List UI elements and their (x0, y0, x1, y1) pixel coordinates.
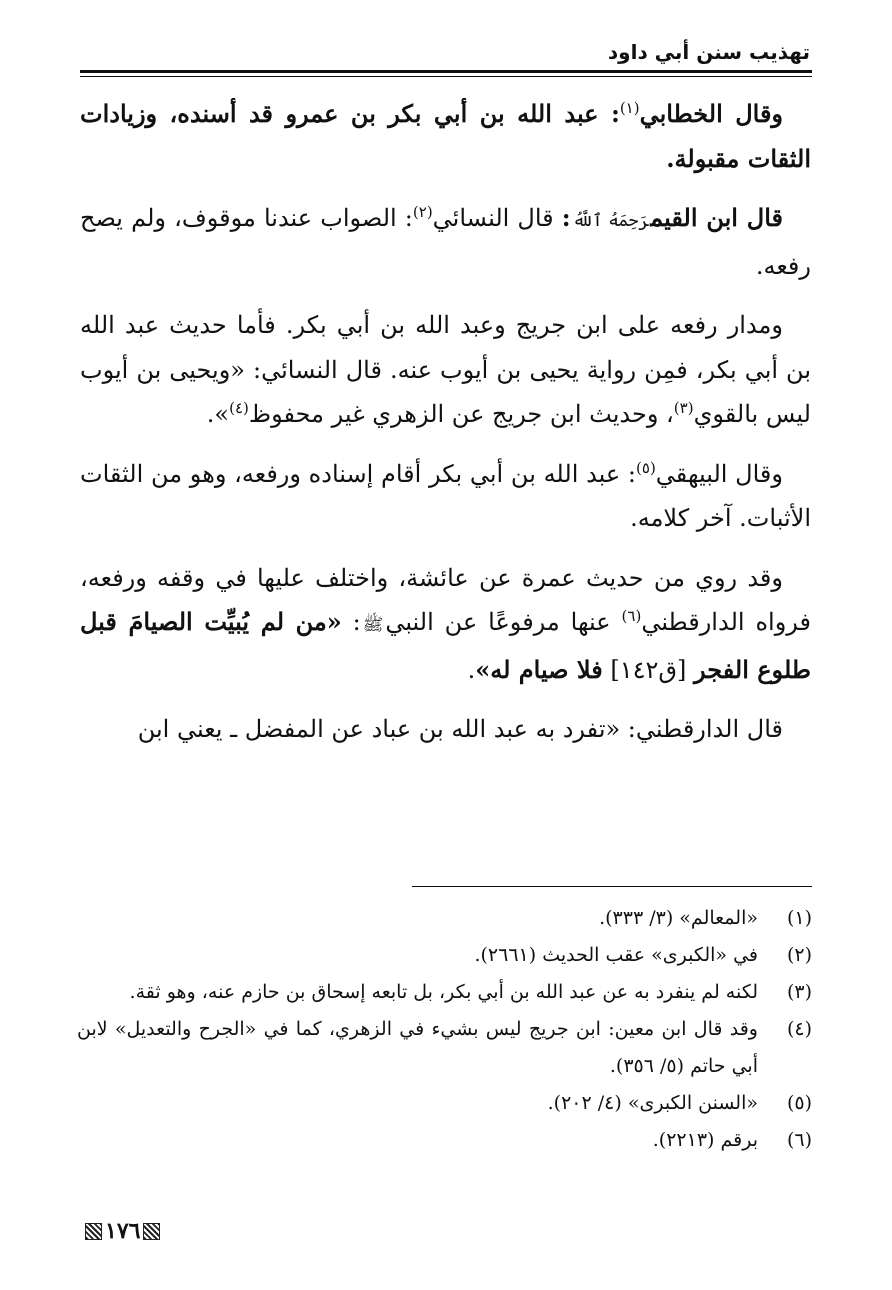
footnote-number: (٤) (786, 1018, 812, 1040)
ornament-icon (143, 1223, 160, 1240)
madar-text-2: ، وحديث ابن جريج عن الزهري غير محفوظ (248, 400, 674, 428)
main-text (80, 92, 811, 752)
honorific-rahimahullah: رَحِمَهُ ٱللَّهُ (572, 211, 649, 231)
footnote-text: وقد قال ابن معين: ابن جريج ليس بشيء في الزهري، كما في «الجرح والتعديل» لابن أبي حاتم (٥/ ٣٥٦). (77, 1018, 758, 1077)
amra-end: . (467, 655, 476, 684)
header-rule-thin (80, 76, 812, 77)
footnote-number: (٣) (786, 981, 812, 1003)
page-number-block (82, 1218, 163, 1244)
running-title: تهذيب سنن أبي داود (607, 40, 810, 64)
footnote-1 (77, 900, 812, 937)
footnote-2 (77, 937, 812, 974)
bayhaqi-text: : عبد الله بن أبي بكر أقام إسناده ورفعه، وهو من الثقات الأثبات. آخر كلامه. (80, 459, 811, 532)
madar-text-end: ». (206, 400, 230, 428)
paragraph-ibn-qayyim (80, 196, 811, 288)
header-rule (80, 70, 812, 73)
khattabi-text: : عبد الله بن أبي بكر بن عمرو قد أسنده، وزيادات الثقات مقبولة. (80, 99, 811, 173)
bayhaqi-lead: وقال البيهقي (655, 459, 783, 488)
footnote-3 (77, 974, 812, 1011)
footnote-number: (١) (786, 907, 812, 929)
footnote-4 (77, 1011, 812, 1085)
paragraph-daraqutni (80, 707, 811, 752)
footnote-text: لكنه لم ينفرد به عن عبد الله بن أبي بكر، بل تابعه إسحاق بن حازم عنه، وهو ثقة. (129, 981, 758, 1003)
footnote-6 (77, 1122, 812, 1159)
footnote-ref-5[interactable]: (٥) (636, 458, 656, 477)
footnote-ref-2[interactable]: (٢) (412, 203, 433, 221)
footnotes (77, 900, 812, 1159)
footnote-ref-3[interactable]: (٣) (673, 399, 694, 417)
footnote-number: (٥) (786, 1092, 812, 1114)
paragraph-amra-hadith (80, 556, 811, 693)
footnote-number: (٦) (786, 1129, 812, 1151)
amra-text: وقد روي من حديث عمرة عن عائشة، واختلف عليها في وقفه ورفعه، فرواه الدارقطني (80, 563, 812, 636)
ibn-qayyim-lead: قال ابن القيم (650, 203, 784, 232)
footnote-ref-6[interactable]: (٦) (621, 607, 642, 625)
footnote-separator (412, 886, 812, 887)
footnote-text: «السنن الكبرى» (٤/ ٢٠٢). (547, 1092, 758, 1114)
honorific-salawat: ﷺ (362, 615, 384, 635)
paragraph-madar (80, 303, 811, 437)
footnote-5 (77, 1085, 812, 1122)
footnote-text: في «الكبرى» عقب الحديث (٢٦٦١). (474, 944, 758, 966)
nasai-lead: قال النسائي (432, 204, 562, 232)
footnote-number: (٢) (786, 944, 812, 966)
amra-colon: : (341, 608, 361, 636)
daraqutni-text: قال الدارقطني: «تفرد به عبد الله بن عباد عن المفضل ـ يعني ابن (137, 715, 783, 743)
page-number: ١٧٦ (105, 1218, 141, 1244)
hadith-text-1: «من لم يُبيِّت الصيامَ قبل طلوع الفجر (80, 607, 811, 684)
ibn-qayyim-colon: : (561, 203, 571, 232)
nasai-text: : الصواب عندنا موقوف، ولم يصح رفعه. (80, 204, 811, 280)
footnote-ref-4[interactable]: (٤) (229, 399, 249, 417)
khattabi-lead: وقال الخطابي (639, 99, 784, 128)
footnote-text: «المعالم» (٣/ ٣٣٣). (599, 907, 758, 929)
footnote-text: برقم (٢٢١٣). (652, 1129, 758, 1151)
ornament-icon (85, 1223, 102, 1240)
manuscript-marker: [ق١٤٢] (602, 655, 695, 684)
amra-text-2: عنها مرفوعًا عن النبي (385, 608, 622, 636)
paragraph-khattabi (80, 92, 811, 181)
hadith-text-2: فلا صيام له» (475, 654, 603, 684)
footnote-ref-1[interactable]: (١) (619, 99, 640, 117)
madar-text: ومدار رفعه على ابن جريج وعبد الله بن أبي بكر. فأما حديث عبد الله بن أبي بكر، فمِن رواية يحيى بن أيوب عنه. قال النسائي: «ويحيى بن أيوب ليس بالقوي (80, 311, 811, 428)
paragraph-bayhaqi (80, 452, 811, 541)
